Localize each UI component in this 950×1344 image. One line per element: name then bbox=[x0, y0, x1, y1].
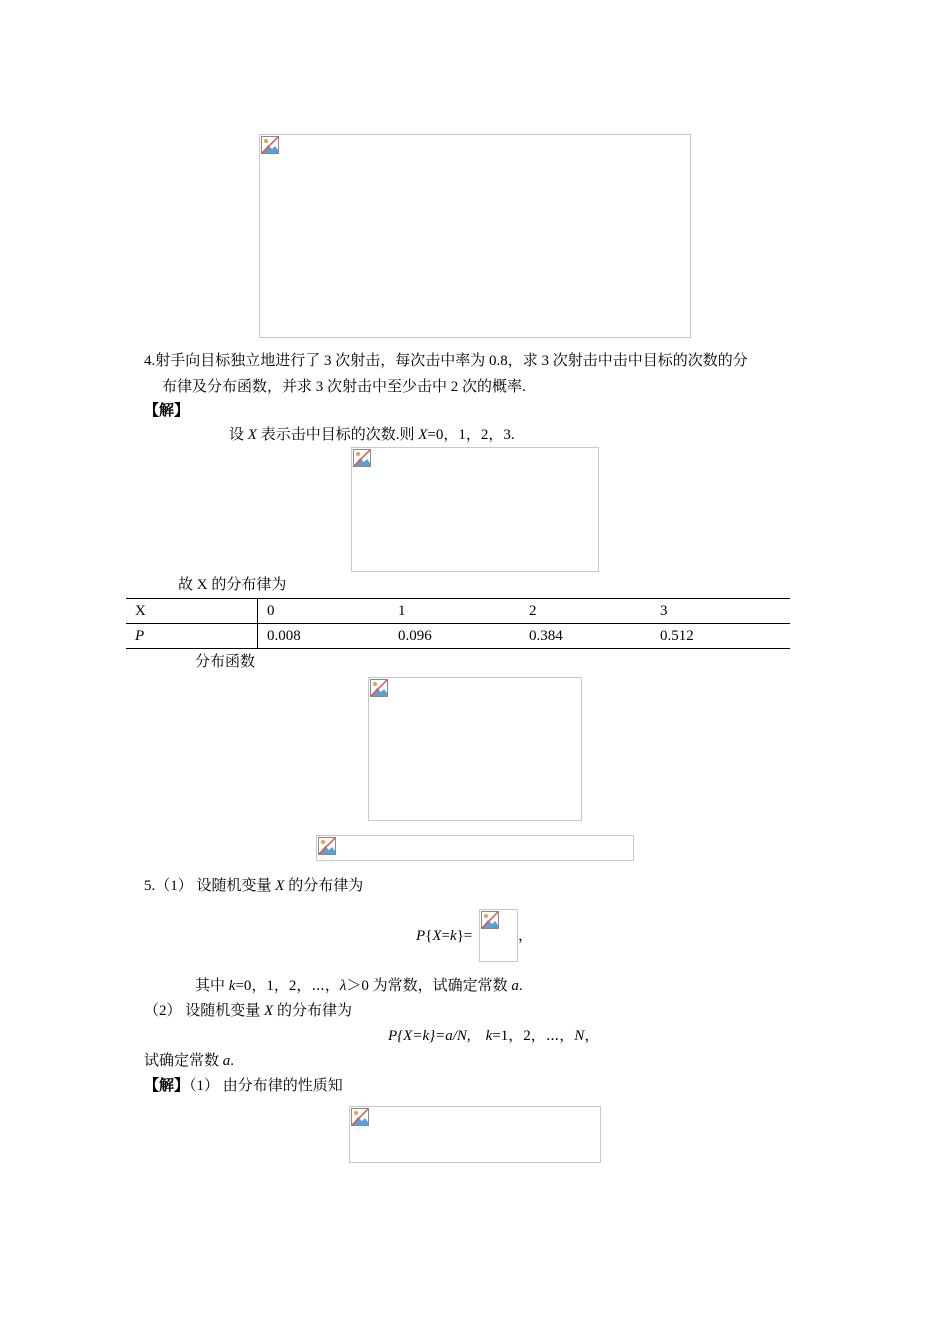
table-cell: 1 bbox=[389, 599, 520, 624]
table-cell: 0.008 bbox=[258, 624, 390, 649]
broken-image-icon bbox=[370, 679, 388, 697]
formula-image-sum bbox=[349, 1106, 601, 1163]
problem4-line1: 4.射手向目标独立地进行了 3 次射击，每次击中率为 0.8，求 3 次射击中击中目标的次数的分 bbox=[144, 353, 748, 369]
table-row bbox=[126, 599, 790, 624]
table-cell: P bbox=[126, 624, 258, 649]
table-cell: 0.512 bbox=[651, 624, 790, 649]
solution-tag-4: 【解】 bbox=[144, 403, 190, 419]
distribution-table bbox=[126, 598, 790, 649]
formula-image-top bbox=[259, 134, 691, 338]
table-row bbox=[126, 624, 790, 649]
table-cell: X bbox=[126, 599, 258, 624]
broken-image-icon bbox=[261, 136, 279, 154]
table-cell: 2 bbox=[520, 599, 651, 624]
cdf-label: 分布函数 bbox=[195, 654, 256, 670]
table-cell: 3 bbox=[651, 599, 790, 624]
table-cell: 0.384 bbox=[520, 624, 651, 649]
problem4-setup: 设 X 表示击中目标的次数.则 X=0，1，2，3. bbox=[229, 427, 515, 443]
formula-image-cdf bbox=[368, 677, 582, 821]
problem4-line2: 布律及分布函数，并求 3 次射击中至少击中 2 次的概率. bbox=[162, 379, 526, 395]
problem5-part1: 5.（1） 设随机变量 X 的分布律为 bbox=[144, 878, 364, 894]
formula-image-probabilities bbox=[351, 447, 599, 572]
broken-image-icon bbox=[481, 911, 499, 929]
table-cell: 0.096 bbox=[389, 624, 520, 649]
formula-image-at-least-two bbox=[316, 835, 634, 861]
problem5-part2: （2） 设随机变量 X 的分布律为 bbox=[144, 1003, 352, 1019]
broken-image-icon bbox=[353, 449, 371, 467]
formula-image-fraction bbox=[479, 909, 518, 962]
dist-intro: 故 X 的分布律为 bbox=[178, 577, 287, 593]
problem5-where: 其中 k=0，1，2，⋯，λ＞0 为常数，试确定常数 a. bbox=[195, 978, 523, 994]
formula1-comma: ， bbox=[518, 928, 534, 944]
problem5-determine: 试确定常数 a. bbox=[144, 1053, 235, 1069]
formula2: P{X=k}=a/N, k=1，2，⋯，N， bbox=[388, 1028, 600, 1044]
broken-image-icon bbox=[351, 1108, 369, 1126]
formula1: P{X=k}= bbox=[416, 928, 473, 944]
broken-image-icon bbox=[318, 837, 336, 855]
problem5-solution: 【解】（1） 由分布律的性质知 bbox=[144, 1078, 343, 1094]
table-cell: 0 bbox=[258, 599, 390, 624]
solution-tag-5: 【解】 bbox=[144, 1078, 190, 1094]
